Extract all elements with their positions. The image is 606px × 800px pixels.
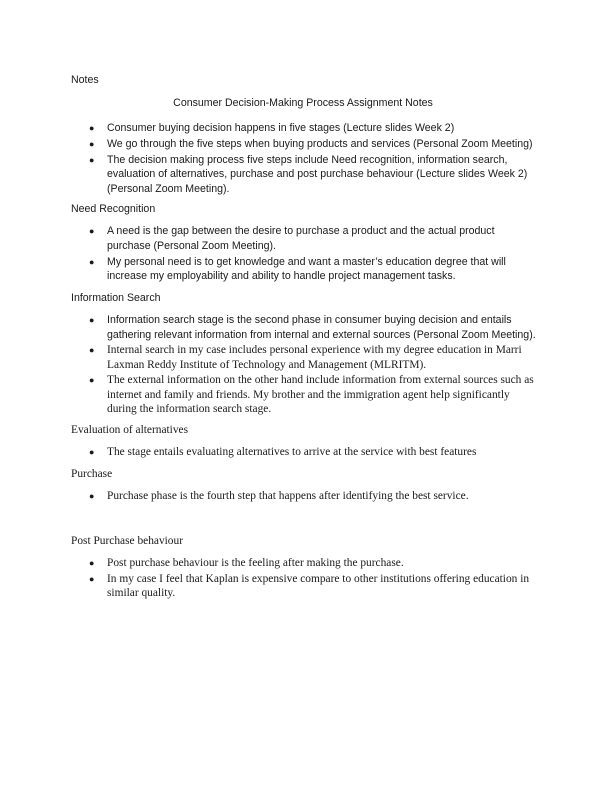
information-search-list	[89, 313, 541, 344]
bullet-icon: ●	[89, 558, 95, 568]
list-item: ● Purchase phase is the fourth step that happens after identifying the best service.	[89, 490, 469, 502]
list-item: ● Post purchase behaviour is the feeling after making the purchase.	[89, 557, 404, 569]
section-heading-purchase: Purchase	[71, 468, 113, 480]
list-item: ● In my case I feel that Kaplan is expensive compare to other institutions offering education in similar quality.	[89, 572, 530, 600]
list-item: ● Information search stage is the second phase in consumer buying decision and entails gathering relevant information from internal and external sources (Personal Zoom Meeting).	[89, 314, 536, 341]
post-purchase-list	[89, 556, 539, 602]
list-item: ● The decision making process five steps include Need recognition, information search, evaluation of alternatives, purchase and post purchase behaviour (Lecture slides Week 2) (Personal Zoom Meeting).	[89, 153, 528, 196]
list-item: ● The external information on the other hand include information from external sources such as internet and family and friends. My brother and the immigration agent help significantly during the information search stage.	[89, 374, 534, 416]
list-item: ● A need is the gap between the desire to purchase a product and the actual product purchase (Personal Zoom Meeting).	[89, 225, 495, 252]
bullet-icon: ●	[89, 345, 95, 355]
bullet-icon: ●	[89, 226, 95, 236]
section-heading-post-purchase: Post Purchase behaviour	[71, 535, 183, 547]
information-search-list-continued	[89, 343, 541, 418]
section-heading-need-recognition: Need Recognition	[71, 203, 156, 215]
purchase-list	[89, 489, 539, 505]
intro-list	[89, 121, 539, 198]
list-item: ● Internal search in my case includes personal experience with my degree education in Marri Laxman Reddy Institute of Technology and Management (MLRITM).	[89, 344, 522, 371]
bullet-icon: ●	[89, 491, 95, 501]
bullet-icon: ●	[89, 123, 95, 133]
notes-label: Notes	[71, 74, 99, 86]
list-item: ● Consumer buying decision happens in five stages (Lecture slides Week 2)	[89, 122, 455, 134]
bullet-icon: ●	[89, 375, 95, 386]
bullet-icon: ●	[89, 573, 95, 584]
section-heading-information-search: Information Search	[71, 292, 161, 304]
list-item: ● The stage entails evaluating alternatives to arrive at the service with best features	[89, 446, 477, 458]
evaluation-list	[89, 445, 539, 461]
list-item: ● We go through the five steps when buying products and services (Personal Zoom Meeting)	[89, 137, 533, 150]
section-heading-evaluation: Evaluation of alternatives	[71, 424, 189, 436]
bullet-icon: ●	[89, 138, 95, 149]
bullet-icon: ●	[89, 315, 95, 325]
document-title: Consumer Decision-Making Process Assignment Notes	[173, 97, 433, 109]
list-item: ● My personal need is to get knowledge and want a master’s education degree that will increase my employability and ability to handle project management tasks.	[89, 255, 506, 283]
need-recognition-list	[89, 224, 539, 285]
bullet-icon: ●	[89, 154, 95, 165]
bullet-icon: ●	[89, 256, 95, 267]
bullet-icon: ●	[89, 447, 95, 457]
